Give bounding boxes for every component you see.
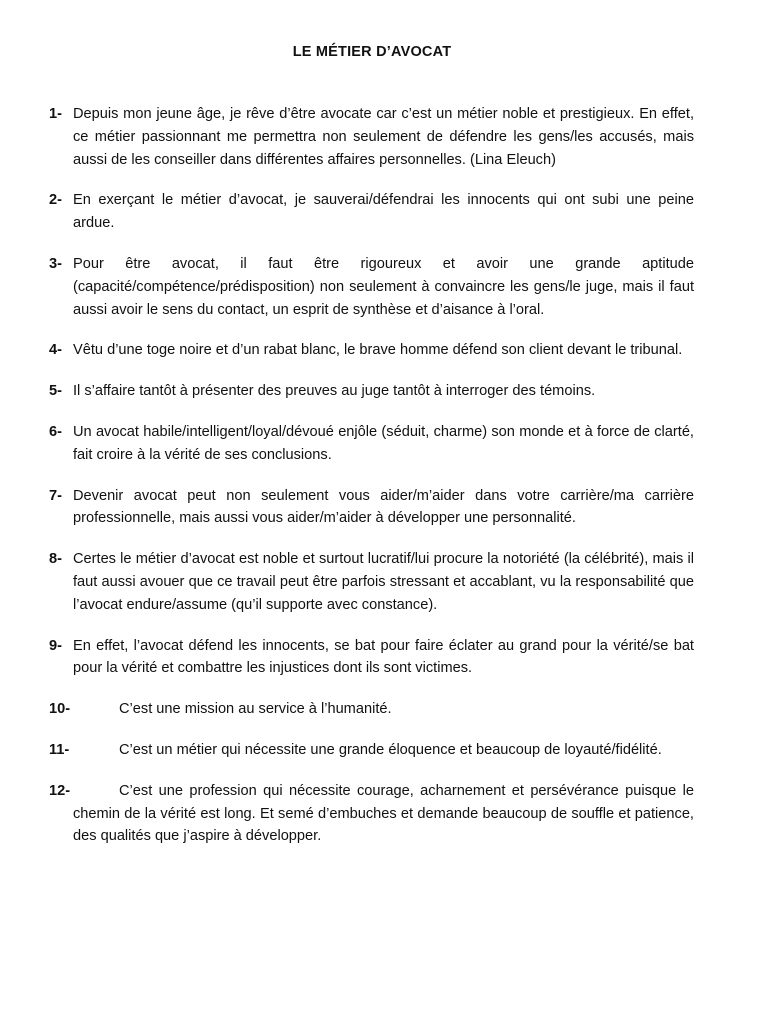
item-number: 11- <box>49 741 70 758</box>
list-item <box>49 548 694 616</box>
item-number: 7- <box>49 487 62 504</box>
item-text: En exerçant le métier d’avocat, je sauverai/défendrai les innocents qui ont subi une peine ardue. <box>73 192 694 232</box>
item-number: 8- <box>49 551 62 568</box>
item-text: Vêtu d’une toge noire et d’un rabat blanc, le brave homme défend son client devant le tribunal. <box>73 342 683 359</box>
list-item <box>49 189 694 235</box>
item-text: Un avocat habile/intelligent/loyal/dévoué enjôle (séduit, charme) son monde et à force de clarté, fait croire à la vérité de ses conclusions. <box>73 423 694 463</box>
item-text: Devenir avocat peut non seulement vous aider/m’aider dans votre carrière/ma carrière professionnelle, mais aussi vous aider/m’aider à développer une personnalité. <box>73 487 694 527</box>
list-item <box>49 698 694 721</box>
item-number: 12- <box>49 782 71 799</box>
list-item <box>49 635 694 681</box>
item-number: 5- <box>49 383 62 400</box>
list-item <box>49 339 694 362</box>
numbered-list <box>49 103 694 866</box>
document-title: LE MÉTIER D’AVOCAT <box>292 44 452 60</box>
item-text: C’est un métier qui nécessite une grande éloquence et beaucoup de loyauté/fidélité. <box>119 741 662 758</box>
item-text: En effet, l’avocat défend les innocents, se bat pour faire éclater au grand pour la vérité/se bat pour la vérité et combattre les injustices dont ils sont victimes. <box>73 637 694 677</box>
item-text: Depuis mon jeune âge, je rêve d’être avocate car c’est un métier noble et prestigieux. En effet, ce métier passionnant me permettra non seulement de défendre les gens/les accusés, mais aussi de les conseiller dans différentes affaires personnelles. (Lina Eleuch) <box>73 106 694 168</box>
item-number: 3- <box>49 255 62 272</box>
item-text: C’est une mission au service à l’humanité. <box>119 701 392 718</box>
list-item <box>49 780 694 848</box>
item-number: 6- <box>49 423 62 440</box>
item-text: Certes le métier d’avocat est noble et surtout lucratif/lui procure la notoriété (la célébrité), mais il faut aussi avouer que ce travail peut être parfois stressant et accablant, vu la responsabilité que l’avocat endure/assume (qu’il supporte avec constance). <box>73 551 694 613</box>
list-item <box>49 380 694 403</box>
item-number: 9- <box>49 637 62 654</box>
list-item <box>49 739 694 762</box>
item-text: Il s’affaire tantôt à présenter des preuves au juge tantôt à interroger des témoins. <box>73 383 596 400</box>
item-number: 4- <box>49 342 62 359</box>
list-item <box>49 103 694 171</box>
list-item <box>49 253 694 321</box>
item-number: 2- <box>49 192 62 209</box>
item-text: C’est une profession qui nécessite courage, acharnement et persévérance puisque le chemin de la vérité est long. Et semé d’embuches et demande beaucoup de souffle et patience, des qualités que j’aspire à développer. <box>73 782 694 845</box>
list-item <box>49 421 694 467</box>
list-item <box>49 485 694 531</box>
item-number: 10- <box>49 701 71 718</box>
item-number: 1- <box>49 106 62 122</box>
item-text: Pour être avocat, il faut être rigoureux et avoir une grande aptitude (capacité/compétence/prédisposition) non seulement à convaincre les gens/le juge, mais il faut aussi avoir le sens du contact, un esprit de synthèse et d’aisance à l’oral. <box>73 255 694 318</box>
